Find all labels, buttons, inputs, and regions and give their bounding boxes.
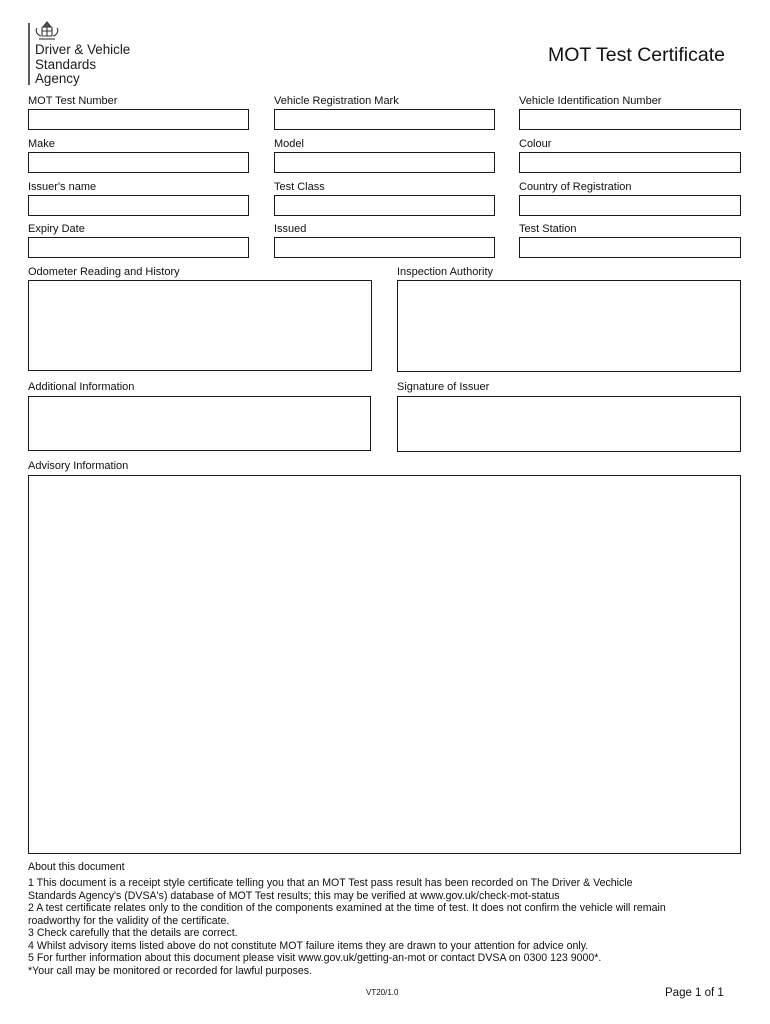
- inspection-authority-field[interactable]: [397, 280, 741, 372]
- about-line-1: 1 This document is a receipt style certificate telling you that an MOT Test pass result has been recorded on The Driver & Vechicle: [28, 877, 633, 889]
- signature-of-issuer-label: Signature of Issuer: [397, 381, 490, 393]
- about-line-6: 4 Whilst advisory items listed above do not constitute MOT failure items they are drawn to your attention for advice only.: [28, 939, 589, 952]
- royal-crest-icon: [34, 18, 60, 42]
- about-heading: About this document: [28, 861, 125, 873]
- mot-test-number-label: MOT Test Number: [28, 95, 118, 107]
- about-line-7: 5 For further information about this document please visit www.gov.uk/getting-an-mot or contact DVSA on 0300 123 9000*.: [28, 952, 602, 964]
- vehicle-registration-mark-field[interactable]: [274, 109, 495, 130]
- issued-label: Issued: [274, 223, 307, 235]
- agency-line-3: Agency: [35, 71, 80, 86]
- about-line-3: 2 A test certificate relates only to the condition of the components examined at the time of test. It does not confirm the vehicle will remain: [28, 902, 666, 914]
- page-number: Page 1 of 1: [665, 987, 724, 999]
- mot-test-number-field[interactable]: [28, 109, 249, 130]
- make-field[interactable]: [28, 152, 249, 173]
- colour-field[interactable]: [519, 152, 741, 173]
- additional-information-field[interactable]: [28, 396, 371, 451]
- signature-of-issuer-field[interactable]: [397, 396, 741, 452]
- page-title: MOT Test Certificate: [548, 44, 725, 66]
- agency-line-1: Driver & Vehicle: [35, 42, 131, 57]
- country-of-registration-field[interactable]: [519, 195, 741, 216]
- issued-field[interactable]: [274, 237, 495, 258]
- vin-field[interactable]: [519, 109, 741, 130]
- model-field[interactable]: [274, 152, 495, 173]
- about-line-2: Standards Agency's (DVSA's) database of MOT Test results; this may be verified at www.gov.uk/check-mot-status: [28, 889, 560, 902]
- advisory-information-label: Advisory Information: [28, 460, 129, 472]
- test-class-field[interactable]: [274, 195, 495, 216]
- advisory-information-field[interactable]: [28, 475, 741, 854]
- expiry-date-field[interactable]: [28, 237, 249, 258]
- odometer-field[interactable]: [28, 280, 372, 371]
- about-line-5: 3 Check carefully that the details are correct.: [28, 927, 238, 939]
- logo-divider: [28, 23, 30, 85]
- colour-label: Colour: [519, 138, 552, 150]
- test-station-label: Test Station: [519, 223, 577, 235]
- agency-line-2: Standards: [35, 56, 97, 72]
- vehicle-registration-mark-label: Vehicle Registration Mark: [274, 95, 399, 107]
- make-label: Make: [28, 138, 55, 150]
- vin-label: Vehicle Identification Number: [519, 95, 662, 107]
- test-class-label: Test Class: [274, 181, 325, 193]
- test-station-field[interactable]: [519, 237, 741, 258]
- additional-information-label: Additional Information: [28, 381, 135, 393]
- issuer-name-label: Issuer's name: [28, 181, 97, 193]
- form-code: VT20/1.0: [366, 988, 399, 997]
- agency-name: [35, 43, 130, 87]
- model-label: Model: [274, 138, 304, 150]
- odometer-label: Odometer Reading and History: [28, 266, 180, 278]
- issuer-name-field[interactable]: [28, 195, 249, 216]
- about-line-4: roadworthy for the validity of the certificate.: [28, 914, 230, 927]
- about-line-8: *Your call may be monitored or recorded for lawful purposes.: [28, 964, 313, 977]
- inspection-authority-label: Inspection Authority: [397, 266, 494, 278]
- country-of-registration-label: Country of Registration: [519, 181, 632, 193]
- expiry-date-label: Expiry Date: [28, 223, 85, 235]
